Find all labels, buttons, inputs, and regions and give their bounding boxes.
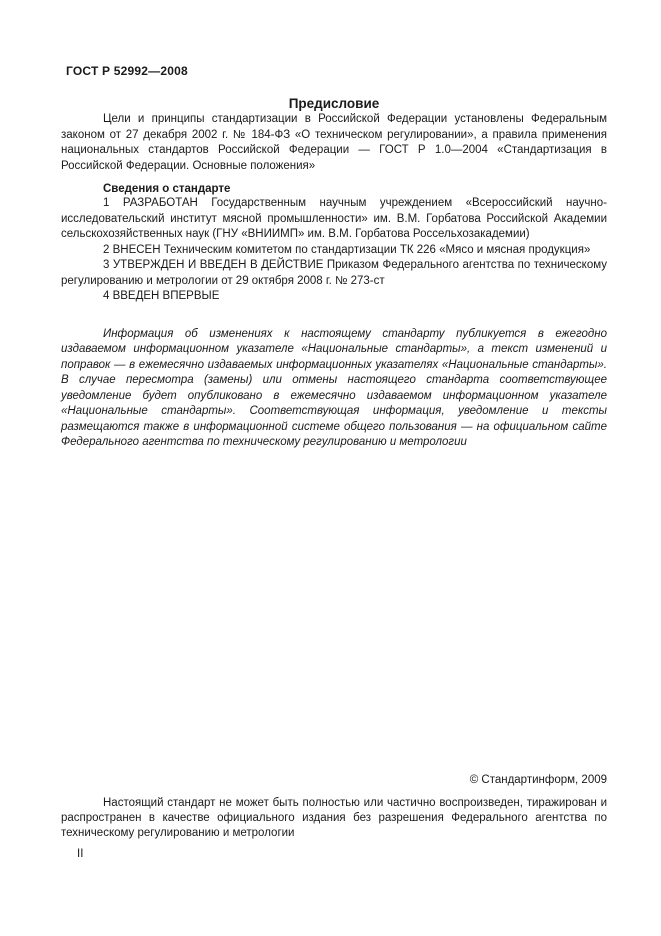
intro-paragraph: Цели и принципы стандартизации в Российской Федерации установлены Федеральным законом от 27 декабря 2002 г. № 184-ФЗ «О техническом регулировании», а правила применения национальных стандартов Российской Федерации — ГОСТ Р 1.0—2004 «Стандартизация в Российской Федерации. Основные положения»: [61, 113, 607, 172]
standard-info-item-3: 3 УТВЕРЖДЕН И ВВЕДЕН В ДЕЙСТВИЕ Приказом Федерального агентства по техническому регулированию и метрологии от 29 октября 2008 г. № 273-ст: [61, 259, 607, 287]
standard-info-item-4: 4 ВВЕДЕН ВПЕРВЫЕ: [103, 290, 220, 302]
copyright-line: © Стандартинформ, 2009: [469, 774, 607, 786]
page-number: II: [77, 848, 84, 860]
standard-info-item-2: 2 ВНЕСЕН Техническим комитетом по стандартизации ТК 226 «Мясо и мясная продукция»: [103, 243, 591, 256]
legal-paragraph: Настоящий стандарт не может быть полностью или частично воспроизведен, тиражирован и распространен в качестве официального издания без разрешения Федерального агентства по техническому регулированию и метрологии: [61, 797, 607, 839]
standard-info-heading: Сведения о стандарте: [103, 183, 231, 195]
notice-paragraph: Информация об изменениях к настоящему стандарту публикуется в ежегодно издаваемом информационном указателе «Национальные стандарты», а текст изменений и поправок — в ежемесячно издаваемых информационных указателях «Национальные стандарты». В случае пересмотра (замены) или отмены настоящего стандарта соответствующее уведомление будет опубликовано в ежемесячно издаваемом информационном указателе «Национальные стандарты». Соответствующая информация, уведомление и тексты размещаются также в информационной системе общего пользования — на официальном сайте Федерального агентства по техническому регулированию и метрологии: [61, 327, 607, 448]
doc-code: ГОСТ Р 52992—2008: [66, 64, 188, 78]
page-title: Предисловие: [288, 96, 380, 111]
standard-info-item-1: 1 РАЗРАБОТАН Государственным научным учреждением «Всероссийский научно-исследовательский институт мясной промышленности» им. В.М. Горбатова Российской Академии сельскохозяйственных наук (ГНУ «ВНИИМП» им. В.М. Горбатова Россельхозакадемии): [61, 197, 607, 240]
